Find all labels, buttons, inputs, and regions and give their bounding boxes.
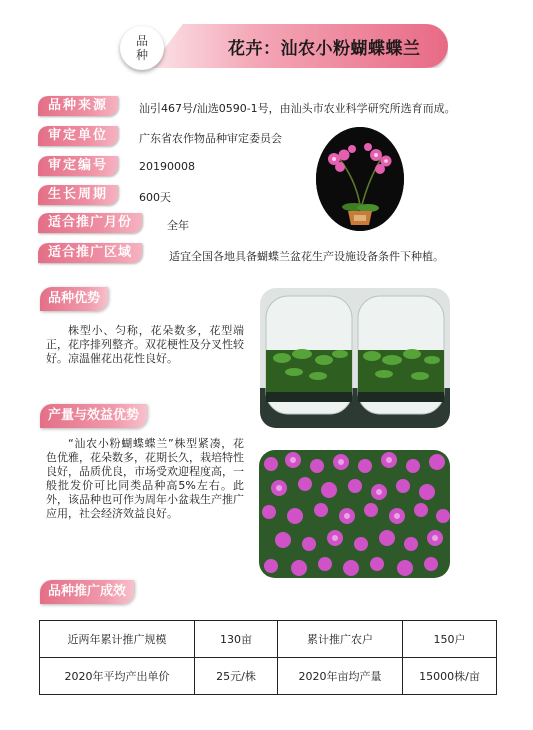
variety-badge xyxy=(120,26,164,70)
advantages-text: 株型小、匀称，花朵数多，花型端正，花序排列整齐。双花梗性及分叉性较好。凉温催花出花性良好。 xyxy=(46,324,244,365)
table-cell: 130亩 xyxy=(195,621,278,658)
value-promotion-months: 全年 xyxy=(167,219,189,232)
table-row xyxy=(40,658,497,695)
value-variety-source: 汕引467号/汕选0590-1号，由汕头市农业科学研究所选育而成。 xyxy=(139,102,456,115)
value-growth-cycle: 600天 xyxy=(139,191,171,204)
flower-field-photo xyxy=(259,450,450,578)
yield-text: “汕农小粉蝴蝶蝶兰”株型紧凑，花色优雅，花朵数多，花期长久，栽培特性良好，品质优良，市场受欢迎程度高，一般批发价可比同类品种高5%左右。此外，该品种也可作为周年小盆栽生产推广应用，社会经济效益良好。 xyxy=(46,437,244,520)
label-approval-unit: 审定单位 xyxy=(38,126,118,146)
section-header-promotion: 品种推广成效 xyxy=(40,580,134,604)
label-promotion-region: 适合推广区域 xyxy=(38,243,142,263)
promotion-stats-table xyxy=(39,620,497,695)
page-title: 花卉：汕农小粉蝴蝶蝶兰 xyxy=(228,39,421,59)
orchid-illustration xyxy=(316,127,404,231)
label-growth-cycle: 生长周期 xyxy=(38,185,118,205)
table-cell: 15000株/亩 xyxy=(403,658,497,695)
flower-field-illustration xyxy=(259,450,450,578)
table-cell: 2020年亩均产量 xyxy=(278,658,403,695)
value-promotion-region: 适宜全国各地具备蝴蝶兰盆花生产设施设备条件下种植。 xyxy=(169,250,444,263)
orchid-photo xyxy=(316,127,404,231)
seedling-bottles-photo xyxy=(260,288,450,428)
section-header-advantages: 品种优势 xyxy=(40,287,108,311)
value-approval-number: 20190008 xyxy=(139,160,195,173)
table-cell: 累计推广农户 xyxy=(278,621,403,658)
seedling-bottles-illustration xyxy=(260,288,450,428)
label-variety-source: 品种来源 xyxy=(38,96,118,116)
section-header-yield: 产量与效益优势 xyxy=(40,404,147,428)
table-cell: 2020年平均产出单价 xyxy=(40,658,195,695)
table-cell: 150户 xyxy=(403,621,497,658)
variety-badge-text: 品 种 xyxy=(135,34,148,62)
table-cell: 近两年累计推广规模 xyxy=(40,621,195,658)
label-approval-number: 审定编号 xyxy=(38,156,118,176)
table-row xyxy=(40,621,497,658)
value-approval-unit: 广东省农作物品种审定委员会 xyxy=(139,132,282,145)
label-promotion-months: 适合推广月份 xyxy=(38,213,142,233)
table-cell: 25元/株 xyxy=(195,658,278,695)
